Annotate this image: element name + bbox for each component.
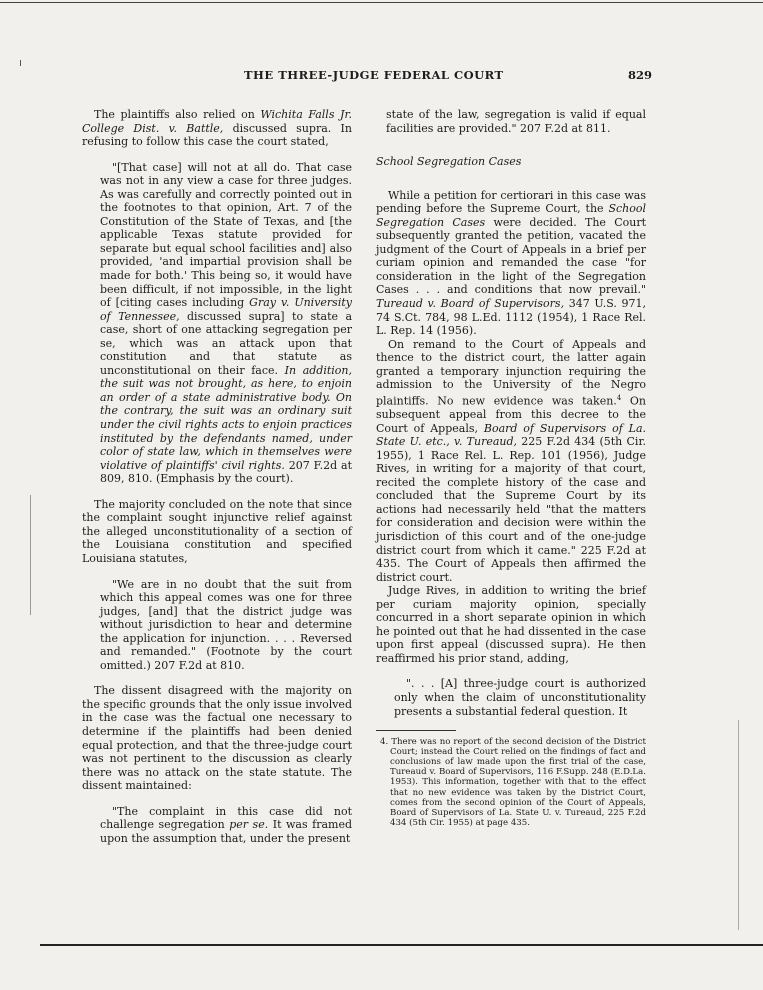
right-column bbox=[376, 108, 646, 828]
paragraph: The majority concluded on the note that since the complaint sought injunctive relief against the alleged unconstitutionality of a section of the Louisiana constitution and specified Louisiana statutes, bbox=[82, 497, 352, 565]
section-heading: School Segregation Cases bbox=[376, 155, 522, 169]
paragraph: While a petition for certiorari in this case was pending before the Supreme Court, the School Segregation Cases were decided. The Court subsequently granted the petition, vacated the judgment of the Court of Appeals in a brief per curiam opinion and remanded the case "for consideration in the light of the Segregation Cases . . . and conditions that now prevail." Tureaud v. Board of Supervisors, 347 U.S. 971, 74 S.Ct. 784, 98 L.Ed. 1112 (1954), 1 Race Rel. L. Rep. 14 (1956). bbox=[376, 188, 647, 338]
scan-mark bbox=[738, 720, 739, 930]
paragraph: The plaintiffs also relied on Wichita Falls Jr. College Dist. v. Battle, discussed supra. In refusing to follow this case the court stated, bbox=[82, 108, 353, 149]
bottom-edge-rule bbox=[40, 944, 763, 946]
left-column bbox=[82, 108, 352, 845]
paragraph: Judge Rives, in addition to writing the brief per curiam majority opinion, specially concurred in a short separate opinion in which he pointed out that he had dissented in the case upon first appeal (discussed supra). He then reaffirmed his prior stand, adding, bbox=[376, 584, 646, 665]
footnote-rule bbox=[376, 730, 456, 731]
footnote: 4. There was no report of the second decision of the District Court; instead the Court relied on the findings of fact and conclusions of law made upon the first trial of the case, Tureaud v. Board of Supervisors, 116 F.Supp. 248 (E.D.La. 1953). This information, together with that to the effect that no new evidence was taken by the District Court, comes from the second opinion of the Court of Appeals, Board of Supervisors of La. State U. v. Tureaud, 225 F.2d 434 (5th Cir. 1955) at page 435. bbox=[380, 737, 646, 828]
running-title: THE THREE-JUDGE FEDERAL COURT bbox=[244, 68, 504, 82]
block-quote: "We are in no doubt that the suit from which this appeal comes was one for three judges, [and] that the district judge was without jurisdiction to hear and determine the application for injunction. . . . Reversed and remanded." (Footnote by the court omitted.) 207 F.2d at 810. bbox=[100, 577, 352, 672]
block-quote-continued: state of the law, segregation is valid if equal facilities are provided." 207 F.2d at 811. bbox=[386, 108, 646, 135]
scan-mark bbox=[30, 495, 31, 615]
top-edge-rule bbox=[0, 2, 763, 3]
paragraph: The dissent disagreed with the majority on the specific grounds that the only issue involved in the case was the factual one necessary to determine if the plaintiffs had been denied equal protection, and that the three-judge court was not pertinent to the discussion as clearly there was no attack on the state statute. The dissent maintained: bbox=[82, 684, 352, 793]
block-quote: "[That case] will not at all do. That case was not in any view a case for three judges. As was carefully and correctly pointed out in the footnotes to that opinion, Art. 7 of the Constitution of the State of Texas, and [the applicable Texas statute provided for separate but equal school facilities and] also provided, 'and impartial provision shall be made for both.' This being so, it would have been difficult, if not impossible, in the light of [citing cases including Gray v. University of Tennessee, discussed supra] to state a case, short of one attacking segregation per se, which was an attack upon that constitution and that statute as unconstitutional on their face. In addition, the suit was not brought, as here, to enjoin an order of a state administrative body. On the contrary, the suit was an ordinary suit under the civil rights acts to enjoin practices instituted by the defendants named, under color of state law, which in themselves were violative of plaintiffs' civil rights. 207 F.2d at 809, 810. (Emphasis by the court). bbox=[100, 160, 353, 486]
block-quote: "The complaint in this case did not challenge segregation per se. It was framed upon the assumption that, under the present bbox=[100, 804, 353, 845]
block-quote: ". . . [A] three-judge court is authorized only when the claim of unconstitutionality presents a substantial federal question. It bbox=[394, 677, 646, 718]
page-number: 829 bbox=[628, 68, 653, 82]
footnote-ref: 4 bbox=[616, 393, 622, 402]
paragraph: On remand to the Court of Appeals and thence to the district court, the latter again granted a temporary injunction requiring the admission to the University of the Negro plaintiffs. No new evidence was taken.$^4$ On subsequent appeal from this decree to the Court of Appeals, Board of Supervisors of La. State U. etc., v. Tureaud, 225 F.2d 434 (5th Cir. 1955), 1 Race Rel. L. Rep. 101 (1956), Judge Rives, in writing for a majority of that court, recited the complete history of the case and concluded that the Supreme Court by its actions had necessarily held "that the matters for consideration and decision were within the jurisdiction of this court and of the one-judge district court from which it came." 225 F.2d at 435. The Court of Appeals then affirmed the district court. bbox=[376, 337, 646, 584]
scan-mark bbox=[20, 60, 21, 66]
